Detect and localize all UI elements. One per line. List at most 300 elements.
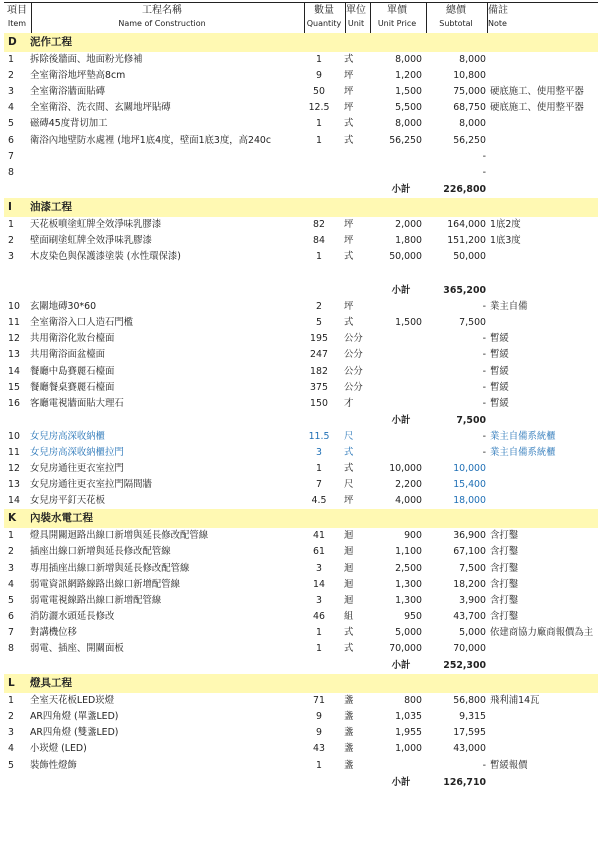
item-subtotal: 10,800: [453, 70, 486, 82]
item-number: 2: [8, 234, 14, 246]
item-subtotal: -: [482, 333, 486, 345]
item-quantity: 9: [316, 70, 322, 82]
item-note: 含打鑿: [490, 610, 519, 622]
item-unit: 式: [344, 134, 354, 146]
item-name: 餐廳餐桌賽麗石檯面: [30, 381, 115, 393]
item-subtotal: -: [482, 397, 486, 409]
item-number: 4: [8, 743, 14, 755]
item-unit: 尺: [344, 479, 354, 491]
header-item-zh: 項目: [7, 5, 27, 16]
table-row: [4, 693, 598, 709]
item-quantity: 71: [313, 695, 325, 707]
item-unit-price: 950: [404, 610, 422, 622]
item-name: 共用衛浴面盆檯面: [30, 349, 106, 361]
subtotal-row: [4, 412, 598, 429]
item-note: 暫緩: [490, 349, 509, 361]
table-row: [4, 380, 598, 396]
table-row: [4, 84, 598, 100]
item-note: 飛利浦14瓦: [490, 695, 540, 707]
item-unit: 式: [344, 251, 354, 262]
item-quantity: 195: [310, 333, 328, 345]
item-subtotal: 3,900: [459, 594, 486, 606]
item-name: 消防灑水頭延長修改: [30, 610, 115, 622]
item-note: 暫緩: [490, 397, 509, 409]
item-note: 硬底施工、使用整平器: [490, 86, 584, 98]
item-number: 12: [8, 463, 20, 474]
item-quantity: 3: [316, 594, 322, 606]
table-row: [4, 116, 598, 132]
section-header-row: [4, 198, 598, 217]
header-unit-en: Unit: [347, 19, 365, 28]
item-quantity: 150: [310, 397, 328, 409]
item-unit-price: 1,000: [395, 743, 422, 755]
item-unit-price: 1,035: [395, 711, 422, 723]
item-name: 女兒房高深收納櫃: [30, 430, 106, 442]
header-name-en: Name of Construction: [118, 19, 206, 28]
item-unit: 迴: [344, 578, 354, 590]
subtotal-value: 226,800: [443, 183, 486, 195]
item-quantity: 82: [313, 218, 325, 230]
item-name: AR四角燈 (單盞LED): [30, 711, 119, 723]
section-code: L: [8, 677, 15, 690]
item-number: 2: [8, 546, 14, 558]
item-unit: 公分: [344, 381, 363, 393]
item-subtotal: -: [482, 446, 486, 458]
item-quantity: 2: [316, 301, 322, 313]
item-quantity: 1: [316, 759, 322, 771]
item-unit-price: 8,000: [395, 54, 422, 65]
item-unit: 坪: [344, 218, 354, 230]
item-quantity: 5: [316, 317, 322, 329]
subtotal-label: 小計: [391, 414, 411, 426]
item-note: 含打鑿: [490, 530, 519, 542]
item-note: 業主自備系統櫃: [490, 446, 556, 458]
item-subtotal: 5,000: [459, 626, 486, 638]
item-quantity: 46: [313, 610, 325, 622]
item-unit-price: 1,800: [395, 234, 422, 246]
item-quantity: 1: [316, 643, 322, 654]
item-number: 3: [8, 251, 14, 262]
item-number: 8: [8, 643, 14, 654]
section-header-row: [4, 674, 598, 693]
subtotal-row: [4, 282, 598, 299]
item-unit-price: 900: [404, 530, 422, 542]
item-number: 6: [8, 610, 14, 622]
item-quantity: 247: [310, 349, 328, 361]
table-row: [4, 625, 598, 641]
item-name: 專用插座出線口新增與延長修改配管線: [30, 562, 190, 574]
item-unit-price: 2,000: [395, 218, 422, 230]
header-name: [32, 3, 292, 33]
item-subtotal: 7,500: [459, 562, 486, 574]
table-row: [4, 577, 598, 593]
table-row: [4, 396, 598, 412]
item-subtotal: -: [482, 381, 486, 393]
item-unit: 才: [344, 397, 354, 409]
item-note: 暫緩: [490, 365, 509, 377]
table-row: [4, 593, 598, 609]
item-unit: 盞: [344, 759, 354, 771]
item-unit: 迴: [344, 562, 354, 574]
table-row: [4, 364, 598, 380]
item-unit-price: 5,000: [395, 626, 422, 638]
item-name: 女兒房通往更衣室拉門隔間牆: [30, 479, 152, 491]
header-unit-zh: 單位: [346, 5, 366, 16]
item-number: 2: [8, 70, 14, 82]
item-quantity: 4.5: [311, 495, 327, 507]
item-subtotal: 70,000: [453, 643, 486, 654]
table-row: [4, 477, 598, 493]
item-subtotal: 68,750: [453, 102, 486, 114]
table-row: [4, 429, 598, 445]
item-quantity: 12.5: [308, 102, 330, 114]
item-name: 玄關地磚30*60: [30, 301, 97, 313]
item-subtotal: -: [482, 349, 486, 361]
table-row: [4, 641, 598, 657]
section-header-row: [4, 33, 598, 52]
header-name-zh: 工程名稱: [142, 5, 182, 16]
item-number: 3: [8, 562, 14, 574]
section-title: 泥作工程: [30, 36, 72, 48]
item-unit-price: 2,200: [395, 479, 422, 491]
item-note: 1底2度: [490, 218, 521, 230]
item-quantity: 7: [316, 479, 322, 491]
item-quantity: 375: [310, 381, 328, 393]
item-unit-price: 800: [404, 695, 422, 707]
item-unit: 坪: [344, 234, 354, 246]
item-subtotal: 10,000: [453, 463, 486, 474]
item-note: 業主自備系統櫃: [490, 430, 556, 442]
item-subtotal: 18,200: [453, 578, 486, 590]
item-quantity: 43: [313, 743, 325, 755]
item-quantity: 1: [316, 626, 322, 638]
item-unit: 式: [344, 317, 354, 329]
item-number: 11: [8, 446, 20, 458]
item-quantity: 182: [310, 365, 328, 377]
item-number: 4: [8, 102, 14, 114]
item-quantity: 41: [313, 530, 325, 542]
item-unit: 迴: [344, 546, 354, 558]
item-note: 暫緩報價: [490, 759, 528, 771]
item-note: 硬底施工、使用整平器: [490, 102, 584, 114]
item-number: 16: [8, 397, 20, 409]
item-name: 全室天花板LED崁燈: [30, 695, 114, 707]
table-row: [4, 52, 598, 68]
item-number: 13: [8, 479, 20, 491]
subtotal-value: 252,300: [443, 660, 486, 672]
item-subtotal: -: [482, 365, 486, 377]
item-unit: 坪: [344, 102, 354, 114]
item-number: 1: [8, 218, 14, 230]
item-unit: 式: [344, 54, 354, 65]
item-unit-price: 8,000: [395, 118, 422, 130]
item-unit-price: 4,000: [395, 495, 422, 507]
item-quantity: 61: [313, 546, 325, 558]
item-number: 7: [8, 150, 14, 162]
item-number: 1: [8, 530, 14, 542]
item-number: 11: [8, 317, 20, 329]
item-unit-price: 1,955: [395, 727, 422, 739]
item-subtotal: 7,500: [459, 317, 486, 329]
section-header-row: [4, 509, 598, 528]
header-price: [370, 3, 424, 33]
item-note: 1底3度: [490, 234, 521, 246]
item-name: 燈具開關迴路出線口新增與延長修改配管線: [30, 530, 209, 542]
header-qty-zh: 數量: [314, 5, 334, 16]
item-quantity: 1: [316, 134, 322, 146]
item-subtotal: -: [482, 759, 486, 771]
item-unit: 公分: [344, 333, 363, 345]
table-header: [4, 2, 598, 34]
table-row: [4, 725, 598, 741]
item-name: 磁磚45度背切加工: [30, 118, 108, 130]
table-row: [4, 299, 598, 315]
header-item: [4, 3, 30, 33]
item-name: 客廳電視牆面貼大理石: [30, 397, 124, 409]
subtotal-label: 小計: [391, 776, 411, 788]
item-number: 3: [8, 727, 14, 739]
item-quantity: 50: [313, 86, 325, 98]
item-subtotal: 8,000: [459, 54, 486, 65]
section-code: I: [8, 200, 12, 213]
item-number: 10: [8, 301, 20, 313]
table-row: [4, 709, 598, 725]
item-quantity: 14: [313, 578, 325, 590]
item-unit-price: 1,500: [395, 317, 422, 329]
item-name: 弱電資訊網路線路出線口新增配管線: [30, 578, 181, 590]
item-number: 10: [8, 430, 20, 442]
item-subtotal: 43,700: [453, 610, 486, 622]
item-name: AR四角燈 (雙盞LED): [30, 727, 119, 739]
item-subtotal: 164,000: [447, 218, 486, 230]
item-unit-price: 10,000: [389, 463, 422, 474]
item-unit: 坪: [344, 301, 354, 313]
item-name: 弱電電視線路出線口新增配管線: [30, 594, 162, 606]
item-number: 12: [8, 333, 20, 345]
item-unit: 迴: [344, 530, 354, 542]
subtotal-row: [4, 774, 598, 791]
table-row: [4, 217, 598, 233]
table-row: [4, 233, 598, 249]
header-price-zh: 單價: [387, 5, 407, 16]
header-subtotal-zh: 總價: [446, 5, 466, 16]
table-row: [4, 741, 598, 757]
table-row: [4, 149, 598, 165]
subtotal-row: [4, 181, 598, 198]
item-name: 女兒房平釘天花板: [30, 495, 106, 507]
section-code: K: [8, 512, 17, 525]
item-number: 5: [8, 118, 14, 130]
item-unit-price: 1,100: [395, 546, 422, 558]
item-number: 14: [8, 495, 20, 507]
item-unit-price: 50,000: [389, 251, 422, 262]
item-unit: 式: [344, 463, 354, 474]
header-qty-en: Quantity: [306, 19, 342, 28]
item-unit: 式: [344, 643, 354, 654]
item-unit: 公分: [344, 365, 363, 377]
item-unit: 坪: [344, 495, 354, 507]
subtotal-label: 小計: [391, 660, 411, 672]
item-name: 小崁燈 (LED): [30, 743, 87, 755]
item-number: 5: [8, 594, 14, 606]
item-unit-price: 1,300: [395, 578, 422, 590]
item-name: 壁面刷塗虹牌全效淨味乳膠漆: [30, 234, 152, 246]
item-quantity: 3: [316, 562, 322, 574]
item-unit: 坪: [344, 86, 354, 98]
header-subtotal: [426, 3, 486, 33]
item-name: 裝飾性燈飾: [30, 759, 77, 771]
item-name: 女兒房通往更衣室拉門: [30, 463, 124, 474]
item-unit: 公分: [344, 349, 363, 361]
item-quantity: 1: [316, 463, 322, 474]
item-subtotal: 8,000: [459, 118, 486, 130]
item-note: 業主自備: [490, 301, 528, 313]
subtotal-row: [4, 657, 598, 674]
item-name: 對講機位移: [30, 626, 77, 638]
table-row: [4, 315, 598, 331]
item-name: 餐廳中島賽麗石檯面: [30, 365, 115, 377]
item-note: 含打鑿: [490, 546, 519, 558]
table-row: [4, 331, 598, 347]
table-row: [4, 249, 598, 265]
item-subtotal: -: [482, 301, 486, 313]
item-name: 全室衛浴入口人造石門檻: [30, 317, 134, 329]
item-unit-price: 1,200: [395, 70, 422, 82]
item-subtotal: 36,900: [453, 530, 486, 542]
item-number: 13: [8, 349, 20, 361]
table-row: [4, 347, 598, 363]
item-unit-price: 70,000: [389, 643, 422, 654]
item-number: 4: [8, 578, 14, 590]
subtotal-label: 小計: [391, 183, 411, 195]
header-unit: [345, 3, 367, 33]
blank-row: [4, 265, 598, 282]
item-unit-price: 1,500: [395, 86, 422, 98]
item-name: 女兒房高深收納櫃拉門: [30, 446, 124, 458]
item-unit: 盞: [344, 695, 354, 707]
table-row: [4, 461, 598, 477]
item-unit: 組: [344, 610, 354, 622]
item-name: 衛浴內地壁防水處裡 (地坪1底4度，壁面1底3度，高240c: [30, 134, 272, 146]
item-name: 全室衛浴、洗衣間、玄關地坪貼磚: [30, 102, 171, 114]
item-subtotal: -: [482, 430, 486, 442]
item-quantity: 9: [316, 711, 322, 723]
table-row: [4, 544, 598, 560]
item-note: 含打鑿: [490, 562, 519, 574]
item-number: 2: [8, 711, 14, 723]
item-subtotal: 56,250: [453, 134, 486, 146]
item-number: 5: [8, 759, 14, 771]
item-quantity: 3: [316, 446, 322, 458]
item-subtotal: 151,200: [447, 234, 486, 246]
item-quantity: 1: [316, 251, 322, 262]
item-quantity: 9: [316, 727, 322, 739]
item-subtotal: 75,000: [453, 86, 486, 98]
item-unit: 盞: [344, 727, 354, 739]
item-quantity: 11.5: [308, 430, 330, 442]
item-name: 木皮染色與保護漆塗裝 (水性環保漆): [30, 251, 181, 262]
table-row: [4, 68, 598, 84]
item-quantity: 1: [316, 54, 322, 65]
item-number: 1: [8, 54, 14, 65]
item-subtotal: 18,000: [453, 495, 486, 507]
item-quantity: 1: [316, 118, 322, 130]
table-row: [4, 758, 598, 774]
table-row: [4, 165, 598, 181]
table-row: [4, 445, 598, 461]
table-row: [4, 133, 598, 149]
item-unit: 尺: [344, 430, 354, 442]
item-name: 插座出線口新增與延長修改配管線: [30, 546, 171, 558]
item-unit: 坪: [344, 70, 354, 82]
item-unit-price: 2,500: [395, 562, 422, 574]
subtotal-value: 7,500: [456, 414, 486, 426]
item-subtotal: 17,595: [453, 727, 486, 739]
item-subtotal: 56,800: [453, 695, 486, 707]
item-number: 14: [8, 365, 20, 377]
item-name: 拆除後牆面、地面粉光修補: [30, 54, 143, 65]
item-unit: 式: [344, 118, 354, 130]
item-unit-price: 5,500: [395, 102, 422, 114]
item-unit: 式: [344, 626, 354, 638]
item-note: 暫緩: [490, 333, 509, 345]
header-note: [488, 3, 528, 33]
section-title: 油漆工程: [30, 200, 72, 213]
item-subtotal: 9,315: [459, 711, 486, 723]
item-number: 1: [8, 695, 14, 707]
item-subtotal: 43,000: [453, 743, 486, 755]
item-number: 15: [8, 381, 20, 393]
item-number: 8: [8, 166, 14, 178]
item-number: 3: [8, 86, 14, 98]
section-title: 內裝水電工程: [30, 512, 93, 525]
header-price-en: Unit Price: [377, 19, 417, 28]
item-note: 含打鑿: [490, 594, 519, 606]
header-note-zh: 備註: [488, 5, 508, 16]
table-row: [4, 528, 598, 544]
item-subtotal: 50,000: [453, 251, 486, 262]
item-name: 全室衛浴牆面貼磚: [30, 86, 106, 98]
item-quantity: 84: [313, 234, 325, 246]
item-subtotal: 15,400: [453, 479, 486, 491]
item-subtotal: -: [482, 150, 486, 162]
item-name: 全室衛浴地坪墊高8cm: [30, 70, 126, 82]
item-unit: 迴: [344, 594, 354, 606]
item-unit-price: 56,250: [389, 134, 422, 146]
section-title: 燈具工程: [30, 677, 72, 690]
subtotal-label: 小計: [391, 285, 411, 297]
subtotal-value: 126,710: [443, 776, 486, 788]
item-name: 共用衛浴化妝台檯面: [30, 333, 115, 345]
item-name: 天花板噴塗虹牌全效淨味乳膠漆: [30, 218, 162, 230]
item-note: 含打鑿: [490, 578, 519, 590]
item-note: 暫緩: [490, 381, 509, 393]
section-code: D: [8, 36, 17, 48]
header-subtotal-en: Subtotal: [439, 19, 473, 28]
table-row: [4, 100, 598, 116]
table-row: [4, 609, 598, 625]
item-subtotal: 67,100: [453, 546, 486, 558]
item-unit: 盞: [344, 711, 354, 723]
item-number: 7: [8, 626, 14, 638]
item-note: 依建商協力廠商報價為主: [490, 626, 594, 638]
item-name: 弱電、插座、開關面板: [30, 643, 124, 654]
item-unit: 式: [344, 446, 354, 458]
header-note-en: Note: [488, 19, 507, 28]
item-subtotal: -: [482, 166, 486, 178]
header-item-en: Item: [7, 19, 27, 28]
item-unit-price: 1,300: [395, 594, 422, 606]
